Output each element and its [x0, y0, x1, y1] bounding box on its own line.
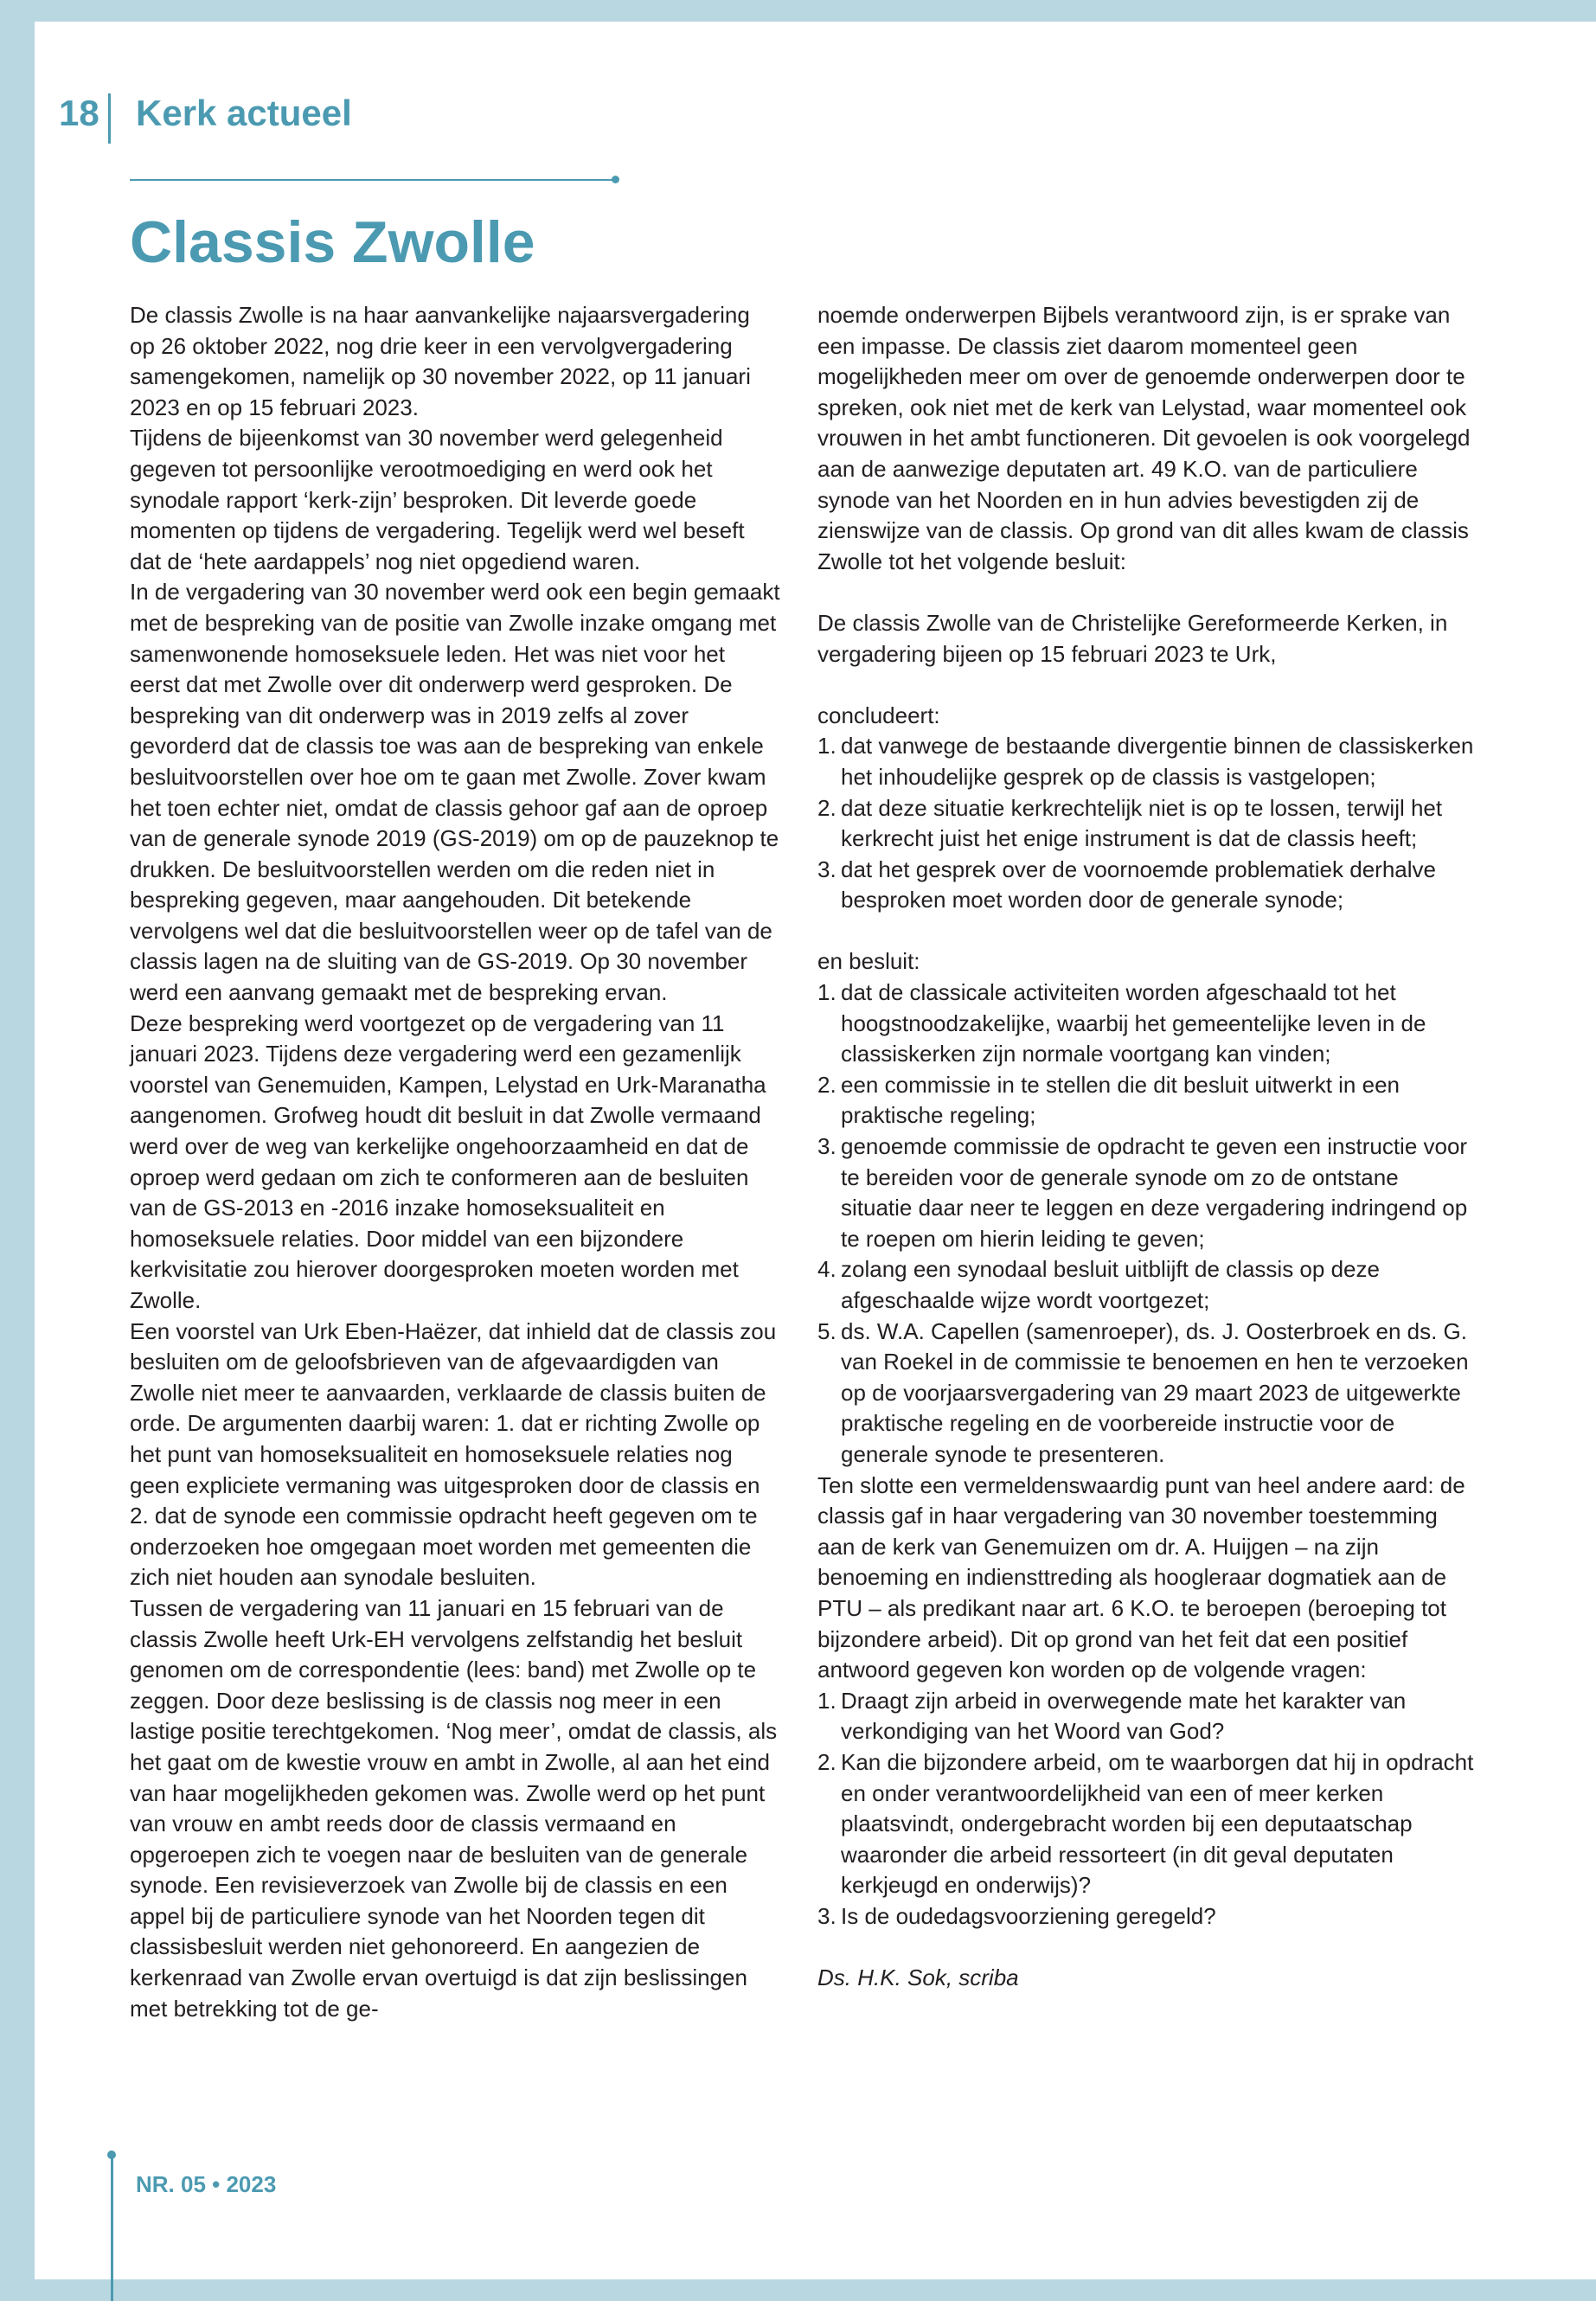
- list-item: 3. Is de oudedagsvoorziening geregeld?: [817, 1902, 1216, 1929]
- title-rule: [130, 179, 614, 181]
- list-item: 1. dat vanwege de bestaande divergentie binnen de classiskerken het inhoudelijke gesprek op de classis is vastgelopen;: [817, 733, 1474, 790]
- signature: Ds. H.K. Sok, scriba: [817, 1965, 1019, 1991]
- paragraph: Ten slotte een vermeldenswaardig punt van heel andere aard: de classis gaf in haar vergadering van 30 november toestemming aan de kerk van Genemuizen om dr. A. Huijgen – na zijn benoeming en indiensttreding als hoogleraar dogmatiek aan de PTU – als predikant naar art. 6 K.O. te beroepen (beroeping tot bijzondere arbeid). Dit op grond van het feit dat een positief antwoord gegeven kon worden op de volgende vragen:: [817, 1471, 1465, 1683]
- issue-number: NR. 05 • 2023: [136, 2171, 277, 2197]
- paragraph: Tussen de vergadering van 11 januari en 15 februari van de classis Zwolle heeft Urk-EH vervolgens zelfstandig het besluit genomen om de correspondentie (lees: band) met Zwolle op te zeggen. Door deze beslissing is de classis nog meer in een lastige positie terechtgekomen. ‘Nog meer’, omdat de classis, als het gaat om de kwestie vrouw en ambt in Zwolle, al aan het eind van haar mogelijkheden gekomen was. Zwolle werd op het punt van vrouw en ambt reeds door de classis vermaand en opgeroepen zich te voegen naar de besluiten van de generale synode. Een revisieverzoek van Zwolle bij de classis en een appel bij de particuliere synode van het Noorden tegen dit classisbesluit werden niet gehonoreerd. En aangezien de kerkenraad van Zwolle ervan overtuigd is dat zijn beslissingen met betrekking tot de ge-: [130, 1594, 778, 2022]
- paragraph: De classis Zwolle is na haar aanvankelijke najaarsvergadering op 26 oktober 2022, nog drie keer in een vervolgvergadering samengekomen, namelijk op 30 november 2022, op 11 januari 2023 en op 15 februari 2023.: [130, 302, 751, 420]
- footer-rule: [111, 2154, 113, 2301]
- list-item: 3. dat het gesprek over de voornoemde problematiek derhalve besproken moet worden door de generale synode;: [817, 856, 1436, 913]
- list-item: 4. zolang een synodaal besluit uitblijft de classis op deze afgeschaalde wijze wordt voortgezet;: [817, 1256, 1380, 1313]
- header-divider: [108, 93, 111, 144]
- list-item: 1. Draagt zijn arbeid in overwegende mate het karakter van verkondiging van het Woord van God?: [817, 1687, 1407, 1745]
- list-item: 1. dat de classicale activiteiten worden afgeschaald tot het hoogstnoodzakelijke, waarbij het gemeentelijke leven in de classiskerken zijn normale voortgang kan vinden;: [817, 979, 1426, 1067]
- list-item: 2. een commissie in te stellen die dit besluit uitwerkt in een praktische regeling;: [817, 1071, 1400, 1129]
- section-label: Kerk actueel: [136, 93, 352, 133]
- concludes-list: [817, 731, 1475, 916]
- resolution-intro: De classis Zwolle van de Christelijke Gereformeerde Kerken, in vergadering bijeen op 15 februari 2023 te Urk,: [817, 609, 1448, 667]
- questions-list: [817, 1686, 1475, 1932]
- paragraph: Deze bespreking werd voortgezet op de vergadering van 11 januari 2023. Tijdens deze vergadering werd een gezamenlijk voorstel van Genemuiden, Kampen, Lelystad en Urk-Maranatha aangenomen. Grofweg houdt dit besluit in dat Zwolle vermaand werd over de weg van kerkelijke ongehoorzaamheid en dat de oproep werd gedaan om zich te conformeren aan de besluiten van de GS-2013 en -2016 inzake homoseksualiteit en homoseksuele relaties. Door middel van een bijzondere kerkvisitatie zou hierover doorgesproken moeten worden met Zwolle.: [130, 1009, 766, 1313]
- title-rule-dot: [612, 176, 619, 183]
- article-column-right: [817, 300, 1475, 1994]
- decides-label: en besluit:: [817, 948, 920, 975]
- footer-rule-dot: [107, 2150, 116, 2159]
- paragraph: Tijdens de bijeenkomst van 30 november werd gelegenheid gegeven tot persoonlijke verootmoediging en werd ook het synodale rapport ‘kerk-zijn’ besproken. Dit leverde goede momenten op tijdens de vergadering. Tegelijk werd wel beseft dat de ‘hete aardappels’ nog niet opgediend waren.: [130, 425, 745, 574]
- list-item: 5. ds. W.A. Capellen (samenroeper), ds. J. Oosterbroek en ds. G. van Roekel in de commissie te benoemen en hen te verzoeken op de voorjaarsvergadering van 29 maart 2023 de uitgewerkte praktische regeling en de voorbereide instructie voor de generale synode te presenteren.: [817, 1317, 1469, 1467]
- list-item: 2. dat deze situatie kerkrechtelijk niet is op te lossen, terwijl het kerkrecht juist het enige instrument is dat de classis heeft;: [817, 794, 1443, 852]
- paragraph: Een voorstel van Urk Eben-Haëzer, dat inhield dat de classis zou besluiten om de geloofsbrieven van de afgevaardigden van Zwolle niet meer te aanvaarden, verklaarde de classis buiten de orde. De argumenten daarbij waren: 1. dat er richting Zwolle op het punt van homoseksualiteit en homoseksuele relaties nog geen expliciete vermaning was uitgesproken door de classis en 2. dat de synode een commissie opdracht heeft gegeven om te onderzoeken hoe omgegaan moet worden met gemeenten die zich niet houden aan synodale besluiten.: [130, 1317, 777, 1591]
- list-item: 2. Kan die bijzondere arbeid, om te waarborgen dat hij in opdracht en onder verantwoordelijkheid van een of meer kerken plaatsvindt, ondergebracht worden bij een deputaatschap waaronder die arbeid ressorteert (in dit geval deputaten kerkjeugd en onderwijs)?: [817, 1748, 1474, 1899]
- decides-list: [817, 977, 1475, 1471]
- list-item: 3. genoemde commissie de opdracht te geven een instructie voor te bereiden voor de generale synode om zo de ontstane situatie daar neer te leggen en deze vergadering indringend op te roepen om hierin leiding te geven;: [817, 1133, 1468, 1252]
- article-title: Classis Zwolle: [130, 209, 535, 275]
- page-number: 18: [59, 93, 99, 133]
- paragraph: In de vergadering van 30 november werd ook een begin gemaakt met de bespreking van de positie van Zwolle inzake omgang met samenwonende homoseksuele leden. Het was niet voor het eerst dat met Zwolle over dit onderwerp werd gesproken. De bespreking van dit onderwerp was in 2019 zelfs al zover gevorderd dat de classis toe was aan de bespreking van enkele besluitvoorstellen over hoe om te gaan met Zwolle. Zover kwam het toen echter niet, omdat de classis gehoor gaf aan de oproep van de generale synode 2019 (GS-2019) om op de pauzeknop te drukken. De besluitvoorstellen werden om die reden niet in bespreking gegeven, maar aangehouden. Dit betekende vervolgens wel dat die besluitvoorstellen weer op de tafel van de classis lagen na de sluiting van de GS-2019. Op 30 november werd een aanvang gemaakt met de bespreking ervan.: [130, 579, 780, 1006]
- article-column-left: [130, 300, 780, 2024]
- concludes-label: concludeert:: [817, 702, 940, 728]
- paragraph: noemde onderwerpen Bijbels verantwoord zijn, is er sprake van een impasse. De classis ziet daarom momenteel geen mogelijkheden meer om over de genoemde onderwerpen door te spreken, ook niet met de kerk van Lelystad, waar momenteel ook vrouwen in het ambt functioneren. Dit gevoelen is ook voorgelegd aan de aanwezige deputaten art. 49 K.O. van de particuliere synode van het Noorden en in hun advies bevestigden zij de zienswijze van de classis. Op grond van dit alles kwam de classis Zwolle tot het volgende besluit:: [817, 302, 1471, 574]
